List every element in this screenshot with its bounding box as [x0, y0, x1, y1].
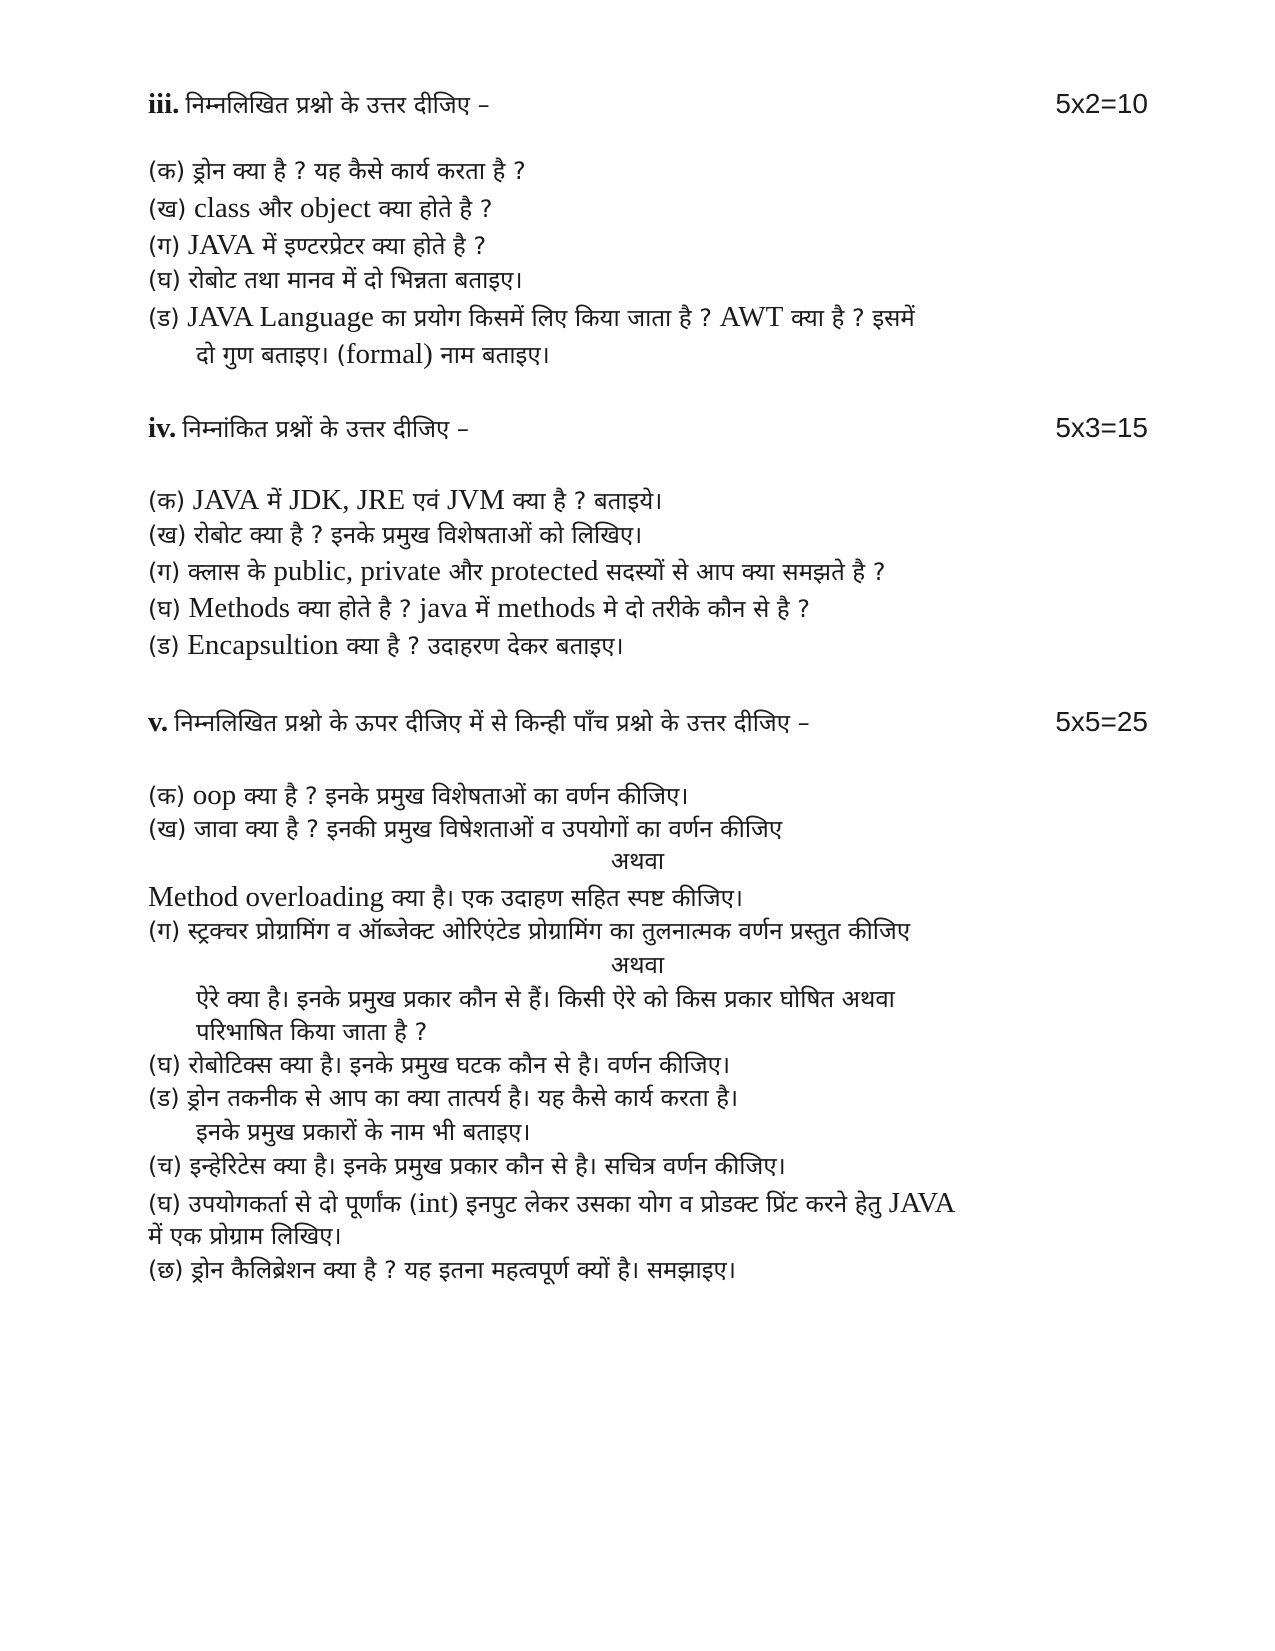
question-v-ga-alternative-line2: परिभाषित किया जाता है ?: [196, 1018, 428, 1046]
section-iv-heading: [148, 412, 1148, 456]
or-divider-1: अथवा: [610, 847, 665, 875]
question-iii-ga: (ग) JAVA में इण्टरप्रेटर क्या होते है ?: [148, 229, 487, 261]
section-iii-heading: [148, 88, 1148, 132]
question-v-gha-2-line2: में एक प्रोग्राम लिखिए।: [148, 1222, 342, 1250]
question-v-da-line2: इनके प्रमुख प्रकारों के नाम भी बताइए।: [196, 1118, 531, 1146]
question-v-kha-alternative: Method overloading क्या है। एक उदाहण सहित स्पष्ट कीजिए।: [148, 881, 744, 913]
section-iii-title: निम्नलिखित प्रश्नो के उत्तर दीजिए –: [185, 91, 490, 119]
section-iv-title: निम्नांकित प्रश्नों के उत्तर दीजिए –: [182, 415, 469, 443]
section-iv-number: iv.: [148, 412, 177, 444]
section-v-heading: [148, 706, 1148, 750]
section-v-marks: 5x5=25: [1055, 706, 1148, 737]
question-v-ga: (ग) स्ट्रक्चर प्रोग्रामिंग व ऑब्जेक्ट ओरिएंटेड प्रोग्रामिंग का तुलनात्मक वर्णन प्रस्तुत कीजिए: [148, 917, 911, 945]
section-iv-marks: 5x3=15: [1055, 412, 1148, 443]
question-iii-gha: (घ) रोबोट तथा मानव में दो भिन्नता बताइए।: [148, 266, 523, 294]
question-v-da-line1: (ड) ड्रोन तकनीक से आप का क्या तात्पर्य है। यह कैसे कार्य करता है।: [148, 1084, 739, 1112]
question-iii-ka: (क) ड्रोन क्या है ? यह कैसे कार्य करता है ?: [148, 157, 526, 185]
question-v-gha-2-line1: (घ) उपयोगकर्ता से दो पूर्णांक (int) इनपुट लेकर उसका योग व प्रोडक्ट प्रिंट करने हेतु JAVA: [148, 1187, 956, 1219]
question-v-cha: (च) इन्हेरिटेस क्या है। इनके प्रमुख प्रकार कौन से है। सचित्र वर्णन कीजिए।: [148, 1152, 786, 1180]
question-iv-ga: (ग) क्लास के public, private और protected सदस्यों से आप क्या समझते है ?: [148, 555, 886, 587]
question-iii-kha: (ख) class और object क्या होते है ?: [148, 192, 493, 224]
question-iii-da-line2: दो गुण बताइए। (formal) नाम बताइए।: [196, 338, 550, 370]
question-iv-kha: (ख) रोबोट क्या है ? इनके प्रमुख विशेषताओं को लिखिए।: [148, 521, 643, 549]
section-v-number: v.: [148, 706, 169, 738]
question-v-kha: (ख) जावा क्या है ? इनकी प्रमुख विषेशताओं व उपयोगों का वर्णन कीजिए: [148, 815, 783, 843]
question-iv-gha: (घ) Methods क्या होते है ? java में methods मे दो तरीके कौन से है ?: [148, 592, 811, 624]
question-iv-da: (ड) Encapsultion क्या है ? उदाहरण देकर बताइए।: [148, 629, 624, 661]
section-iii-marks: 5x2=10: [1055, 88, 1148, 119]
question-v-ga-alternative-line1: ऐरे क्या है। इनके प्रमुख प्रकार कौन से हैं। किसी ऐरे को किस प्रकार घोषित अथवा: [196, 985, 895, 1013]
section-iii-number: iii.: [148, 88, 180, 120]
question-v-ka: (क) oop क्या है ? इनके प्रमुख विशेषताओं का वर्णन कीजिए।: [148, 779, 689, 811]
question-iii-da-line1: (ड) JAVA Language का प्रयोग किसमें लिए किया जाता है ? AWT क्या है ? इसमें: [148, 301, 915, 333]
section-v-title: निम्नलिखित प्रश्नो के ऊपर दीजिए में से किन्ही पाँच प्रश्नो के उत्तर दीजिए –: [174, 709, 810, 737]
question-v-chha: (छ) ड्रोन कैलिब्रेशन क्या है ? यह इतना महत्वपूर्ण क्यों है। समझाइए।: [148, 1256, 736, 1284]
question-v-gha: (घ) रोबोटिक्स क्या है। इनके प्रमुख घटक कौन से है। वर्णन कीजिए।: [148, 1051, 731, 1079]
question-iv-ka: (क) JAVA में JDK, JRE एवं JVM क्या है ? बताइये।: [148, 484, 663, 516]
or-divider-2: अथवा: [610, 951, 665, 979]
